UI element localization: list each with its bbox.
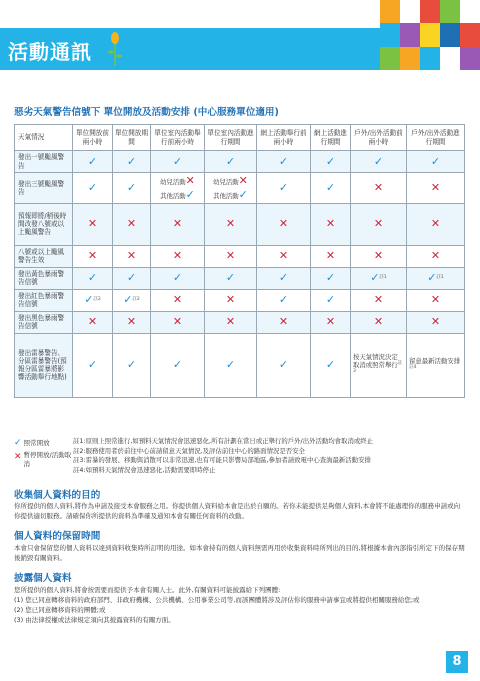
tick-icon: ✓ xyxy=(430,154,441,168)
table-cell xyxy=(407,333,465,397)
table-cell xyxy=(311,245,351,267)
table-cell xyxy=(151,245,205,267)
table-cell xyxy=(205,151,257,173)
table-cell xyxy=(73,203,113,245)
table-cell xyxy=(205,333,257,397)
note-item: 註4:如預料天氣情況會迅速惡化,活動需要即時停止 xyxy=(73,465,216,474)
table-row xyxy=(15,267,465,289)
table-cell xyxy=(151,333,205,397)
cell-note-text: 留意最新活動安排 xyxy=(409,356,461,365)
table-cell xyxy=(407,151,465,173)
page-header xyxy=(0,0,480,70)
cross-icon: ✕ xyxy=(225,249,236,263)
cross-icon: ✕ xyxy=(373,293,384,307)
tick-icon: ✓ xyxy=(14,438,22,448)
list-item: (2) 您已同意轉移資料的團體;或 xyxy=(14,606,106,615)
cross-icon: ✕ xyxy=(325,249,336,263)
cross-icon: ✕ xyxy=(430,293,441,307)
cross-icon: ✕ xyxy=(278,315,289,329)
table-row xyxy=(15,245,465,267)
table-cell xyxy=(351,245,407,267)
column-header: 戶外/出外活動前兩小時 xyxy=(351,125,407,151)
table-cell xyxy=(257,173,311,204)
cell-note xyxy=(353,353,404,377)
table-cell xyxy=(351,173,407,204)
table-cell xyxy=(73,289,113,311)
cross-icon: ✕ xyxy=(430,249,441,263)
children-activity-line xyxy=(213,174,248,188)
table-cell xyxy=(151,203,205,245)
note-ref: 註4 xyxy=(409,364,417,370)
row-label: 預報即將/稍後時間改發八號或以上颱風警告 xyxy=(15,203,73,245)
tick-icon: ✓ xyxy=(225,154,236,168)
list-item: (1) 您已同意轉移資料的政府部門、非政府機構、公共機構、公用事業公司等,而該團體將涉及評估你的服務申請事宜或將提供相關服務給您;或 xyxy=(14,596,420,604)
table-cell xyxy=(113,289,151,311)
tick-icon: ✓ xyxy=(278,154,289,168)
tick-icon: ✓ xyxy=(126,154,137,168)
cross-icon: ✕ xyxy=(126,315,137,329)
legend-item-closed: ✕ 暫停開放/活動取消 xyxy=(14,450,72,469)
cross-icon: ✕ xyxy=(87,217,98,231)
cross-icon: ✕ xyxy=(185,174,195,187)
column-header: 天氣情況 xyxy=(15,125,73,151)
table-cell xyxy=(257,245,311,267)
table-cell xyxy=(311,267,351,289)
row-label: 發出紅色暴雨警告信號 xyxy=(15,289,73,311)
section-title: 惡劣天氣警告信號下 單位開放及活動安排 (中心服務單位適用) xyxy=(14,107,279,118)
tick-icon: ✓ xyxy=(325,293,336,307)
table-cell xyxy=(407,267,465,289)
note-ref: 註1 xyxy=(436,274,444,280)
tick-icon: ✓ xyxy=(325,271,336,285)
table-cell xyxy=(73,333,113,397)
table-cell xyxy=(73,311,113,333)
decorative-tile-grid xyxy=(380,0,480,70)
table-cell xyxy=(311,173,351,204)
tick-icon: ✓ xyxy=(126,180,137,194)
cross-icon: ✕ xyxy=(172,217,183,231)
table-cell xyxy=(73,245,113,267)
tick-icon: ✓ xyxy=(325,358,336,372)
table-cell xyxy=(351,203,407,245)
table-cell xyxy=(205,289,257,311)
column-header: 戶外/出外活動進行期間 xyxy=(407,125,465,151)
table-notes xyxy=(73,437,468,475)
section-body-retention: 本會只會保留您的個人資料以達到資料收集時所訂明的用途。如本會持有的個人資料無需再用於收集資料時所列出的目的,將根據本會內部指引所定下的保存期後銷毀有關資料。 xyxy=(14,544,465,563)
row-label: 發出雷暴警告、分區雷暴警告(預報分區雷暴將影響活動舉行地點) xyxy=(15,333,73,397)
tick-icon: ✓ xyxy=(238,187,248,201)
table-cell xyxy=(151,311,205,333)
cross-icon: ✕ xyxy=(430,217,441,231)
children-activity-label: 幼兒活動 xyxy=(160,178,186,186)
table-cell xyxy=(407,311,465,333)
other-activity-line xyxy=(213,188,248,202)
cross-icon: ✕ xyxy=(14,451,22,462)
table-cell xyxy=(407,245,465,267)
table-cell xyxy=(257,267,311,289)
table-cell xyxy=(205,311,257,333)
section-heading-disclosure: 披露個人資料 xyxy=(14,573,72,584)
table-cell xyxy=(257,203,311,245)
table-cell xyxy=(73,151,113,173)
column-header: 網上活動舉行前兩小時 xyxy=(257,125,311,151)
cross-icon: ✕ xyxy=(430,180,441,194)
table-row xyxy=(15,311,465,333)
tick-icon: ✓ xyxy=(370,271,380,285)
page-number: 8 xyxy=(446,651,468,673)
cross-icon: ✕ xyxy=(225,217,236,231)
mixed-arrangement xyxy=(160,174,195,202)
table-cell xyxy=(351,311,407,333)
tick-icon: ✓ xyxy=(225,358,236,372)
table-cell xyxy=(151,289,205,311)
tick-icon: ✓ xyxy=(278,271,289,285)
section-heading-retention: 個人資料的保留時間 xyxy=(14,531,101,542)
note-item: 註1:原則上照常進行,如預料天氣情況會迅速惡化,所有計劃在當日或正舉行的戶外/出外活動均會取消或終止 xyxy=(73,437,374,445)
column-header: 單位室內活動舉行前兩小時 xyxy=(151,125,205,151)
note-item: 註3:雷暴的發展、移動與消散可以非常迅速,也有可能只影響局部地區,參加者請致電中心查詢最新活動安排 xyxy=(73,456,371,465)
cross-icon: ✕ xyxy=(172,315,183,329)
table-cell xyxy=(113,245,151,267)
table-cell xyxy=(205,203,257,245)
legend xyxy=(14,437,74,470)
table-cell xyxy=(311,333,351,397)
tick-icon: ✓ xyxy=(172,271,183,285)
table-cell xyxy=(151,267,205,289)
tick-icon: ✓ xyxy=(427,271,437,285)
cross-icon: ✕ xyxy=(430,315,441,329)
tick-icon: ✓ xyxy=(325,154,336,168)
note-ref: 註3 xyxy=(353,360,403,374)
other-activity-line xyxy=(160,188,195,202)
note-ref: 註1 xyxy=(379,274,387,280)
cell-note-text: 按天氣情況決定取消或照常舉行 xyxy=(353,352,398,369)
cross-icon: ✕ xyxy=(87,249,98,263)
cross-icon: ✕ xyxy=(373,217,384,231)
note-ref: 註2 xyxy=(132,296,140,302)
cross-icon: ✕ xyxy=(172,293,183,307)
tick-icon: ✓ xyxy=(278,180,289,194)
note-item: 註2:服務使用者於前往中心前請留意天氣情況,及評估前往中心的路面情況是否安全 xyxy=(73,446,305,455)
table-cell xyxy=(113,203,151,245)
cross-icon: ✕ xyxy=(126,217,137,231)
row-label: 發出黃色暴雨警告信號 xyxy=(15,267,73,289)
tick-icon: ✓ xyxy=(126,271,137,285)
table-cell xyxy=(113,151,151,173)
cross-icon: ✕ xyxy=(278,217,289,231)
table-cell xyxy=(257,333,311,397)
table-cell xyxy=(205,267,257,289)
cross-icon: ✕ xyxy=(225,293,236,307)
table-cell xyxy=(151,173,205,204)
weather-arrangement-table xyxy=(14,124,465,398)
table-row xyxy=(15,151,465,173)
table-cell xyxy=(257,311,311,333)
table-row xyxy=(15,289,465,311)
mixed-arrangement xyxy=(213,174,248,202)
tick-icon: ✓ xyxy=(373,154,384,168)
column-header: 單位開放前兩小時 xyxy=(73,125,113,151)
table-cell xyxy=(73,173,113,204)
table-cell xyxy=(205,173,257,204)
tick-icon: ✓ xyxy=(172,358,183,372)
other-activity-label: 其他活動 xyxy=(213,191,239,200)
table-cell xyxy=(351,151,407,173)
legend-item-open: ✓ 照常開放 xyxy=(14,438,50,448)
column-header: 網上活動進行期間 xyxy=(311,125,351,151)
other-activity-label: 其他活動 xyxy=(160,191,186,200)
tick-icon: ✓ xyxy=(87,154,98,168)
column-header: 單位開放期間 xyxy=(113,125,151,151)
tick-icon: ✓ xyxy=(123,293,133,307)
table-cell xyxy=(351,267,407,289)
table-cell xyxy=(257,289,311,311)
table-cell xyxy=(205,245,257,267)
table-row xyxy=(15,203,465,245)
tick-icon: ✓ xyxy=(278,358,289,372)
table-cell xyxy=(113,311,151,333)
table-row xyxy=(15,333,465,397)
cross-icon: ✕ xyxy=(325,217,336,231)
table-cell xyxy=(311,289,351,311)
tick-icon: ✓ xyxy=(87,180,98,194)
cross-icon: ✕ xyxy=(373,315,384,329)
section-intro-disclosure: 您所提供的個人資料,將會按需要而提供予本會有關人士。此外,有關資料可能披露給下列團體: xyxy=(14,586,281,594)
cell-note xyxy=(409,357,462,373)
row-label: 發出黑色暴雨警告信號 xyxy=(15,311,73,333)
tick-icon: ✓ xyxy=(84,293,94,307)
table-cell xyxy=(407,289,465,311)
cross-icon: ✕ xyxy=(87,315,98,329)
plant-icon xyxy=(108,32,122,66)
table-cell xyxy=(407,173,465,204)
disclosure-list xyxy=(14,595,466,625)
table-cell xyxy=(257,151,311,173)
table-row xyxy=(15,173,465,204)
table-cell xyxy=(351,289,407,311)
section-heading-purpose: 收集個人資料的目的 xyxy=(14,490,101,501)
row-label: 發出三號颱風警告 xyxy=(15,173,73,204)
table-cell xyxy=(113,333,151,397)
table-cell xyxy=(407,203,465,245)
tick-icon: ✓ xyxy=(87,358,98,372)
tick-icon: ✓ xyxy=(278,293,289,307)
cross-icon: ✕ xyxy=(172,249,183,263)
tick-icon: ✓ xyxy=(325,180,336,194)
table-header-row xyxy=(15,125,465,151)
cross-icon: ✕ xyxy=(225,315,236,329)
tick-icon: ✓ xyxy=(172,154,183,168)
row-label: 八號或以上颱風警告生效 xyxy=(15,245,73,267)
children-activity-label: 幼兒活動 xyxy=(213,178,239,186)
tick-icon: ✓ xyxy=(126,358,137,372)
tick-icon: ✓ xyxy=(225,271,236,285)
cross-icon: ✕ xyxy=(373,249,384,263)
cross-icon: ✕ xyxy=(373,180,384,194)
table-cell xyxy=(351,333,407,397)
children-activity-line xyxy=(160,174,195,188)
cross-icon: ✕ xyxy=(325,315,336,329)
cross-icon: ✕ xyxy=(238,174,248,187)
tick-icon: ✓ xyxy=(185,187,195,201)
section-body-purpose: 你所提供的個人資料,將作為申請及接受本會服務之用。你提供個人資料給本會是出於自願的。若你未能提供足夠個人資料,本會將不能處理你的服務申請或向你提供適切服務。請確保你所提供的資料為準確及通知本會有關任何資料的改動。 xyxy=(14,502,461,521)
table-cell xyxy=(73,267,113,289)
page-title: 活動通訊 xyxy=(8,40,92,64)
table-cell xyxy=(113,173,151,204)
note-ref: 註2 xyxy=(93,296,101,302)
table-cell xyxy=(113,267,151,289)
tick-icon: ✓ xyxy=(87,271,98,285)
row-label: 發出一號颱風警告 xyxy=(15,151,73,173)
cross-icon: ✕ xyxy=(278,249,289,263)
cross-icon: ✕ xyxy=(126,249,137,263)
table-cell xyxy=(311,203,351,245)
column-header: 單位室內活動進行期間 xyxy=(205,125,257,151)
table-cell xyxy=(151,151,205,173)
list-item: (3) 由法律授權或法律規定須向其披露資料的有關方面。 xyxy=(14,616,175,625)
table-cell xyxy=(311,151,351,173)
table-cell xyxy=(311,311,351,333)
